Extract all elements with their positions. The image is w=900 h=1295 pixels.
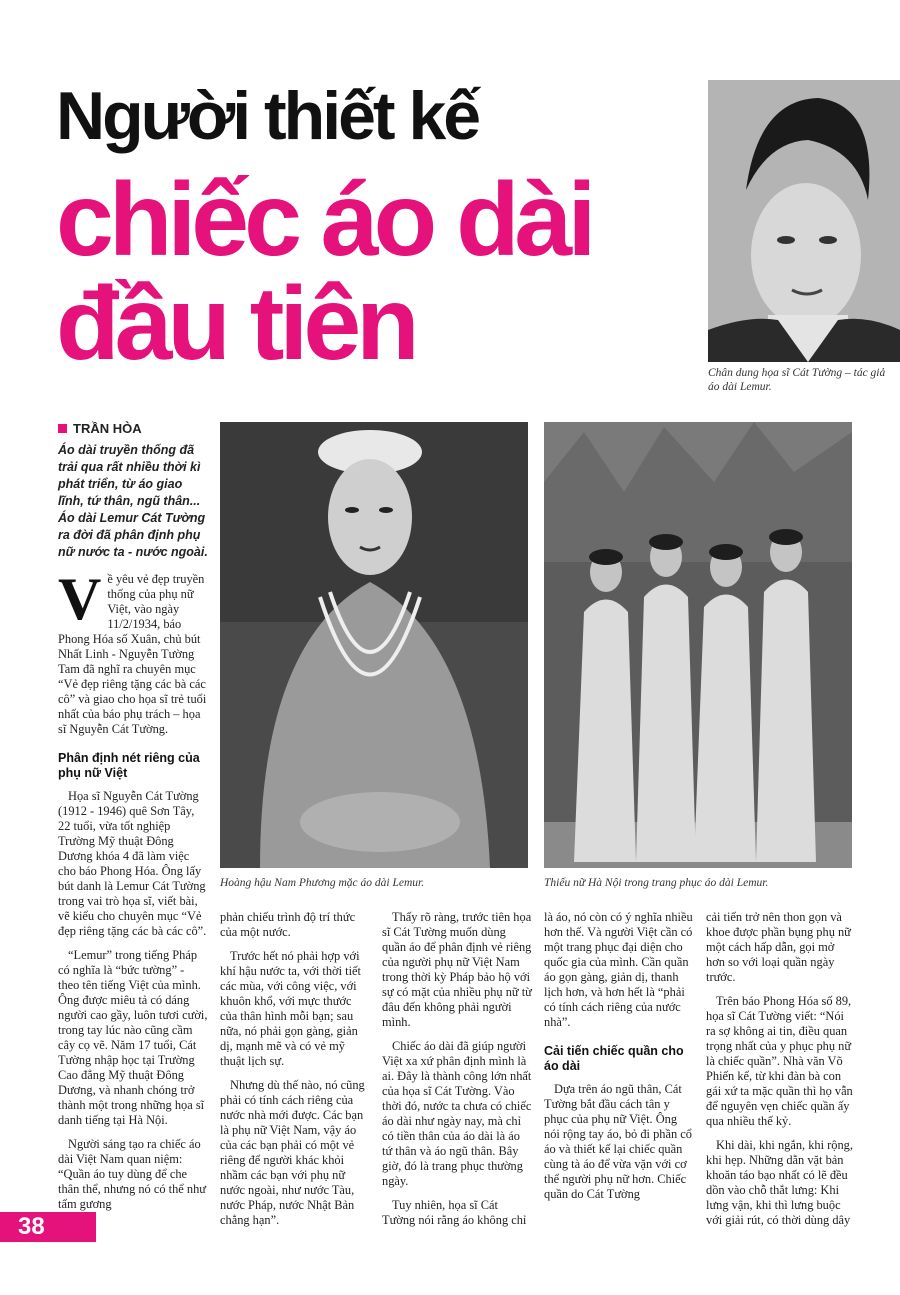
author-name: TRẦN HÒA: [73, 421, 142, 436]
article-column-2: [220, 910, 370, 1237]
portrait-photo: [708, 80, 900, 362]
group-photo-caption: Thiếu nữ Hà Nội trong trang phục áo dài Lemur.: [544, 877, 769, 889]
paragraph: Dựa trên áo ngũ thân, Cát Tường bắt đầu cách tân y phục của phụ nữ Việt. Ông nói rộng tay áo, bỏ đi phần cổ áo và thiết kế lại chiếc quần cùng tà áo để vừa vặn với cơ thể người phụ nữ hơn. Chiếc quần do Cát Tường: [544, 1082, 692, 1201]
group-photo: [544, 422, 852, 868]
page-number: 38: [18, 1213, 45, 1240]
paragraph: Người sáng tạo ra chiếc áo dài Việt Nam quan niệm: “Quần áo tuy dùng để che thân thể, nhưng nó có thể như tấm gương: [58, 1137, 206, 1211]
paragraph: Khi dài, khi ngắn, khi rộng, khi hẹp. Những dằn vặt bản khoăn táo bạo nhất có lẽ đều dồn vào chỗ thắt lưng: Khi lưng vận, khi thì lưng buộc với giải rút, có thời dùng dây: [706, 1138, 853, 1227]
paragraph: Tuy nhiên, họa sĩ Cát Tường nói rằng áo không chỉ: [382, 1198, 527, 1227]
author-byline: [58, 421, 142, 436]
subhead-2: Cải tiến chiếc quần cho áo dài: [544, 1044, 684, 1073]
page-number-bar: [0, 1212, 96, 1242]
paragraph: phản chiếu trình độ trí thức của một nước.: [220, 910, 356, 939]
queen-photo: [220, 422, 528, 868]
queen-photo-caption: Hoàng hậu Nam Phương mặc áo dài Lemur.: [220, 877, 425, 889]
article-column-5: [706, 910, 856, 1237]
paragraph: Trên báo Phong Hóa số 89, họa sĩ Cát Tường viết: “Nói ra sợ không ai tin, điều quan trọng nhất của y phục phụ nữ là chiếc quần”. Nhà văn Võ Phiến kể, từ khi đàn bà con gái xứ ta mặc quần thì họ vẫn để nguyên vẹn chiếc quần ấy qua nhiều thế kỷ.: [706, 994, 853, 1128]
paragraph: “Lemur” trong tiếng Pháp có nghĩa là “bức tường” - theo tên tiếng Việt của mình. Ông được miêu tả có dáng người cao gầy, luôn tươi cười, trong tay lúc nào cũng cầm cây cọ vẽ. Năm 17 tuổi, Cát Tường nhập học tại Trường Cao đẳng Mỹ thuật Đông Dương, và nhanh chóng trở thành một trong những họa sĩ danh tiếng tại Hà Nội.: [58, 948, 208, 1127]
paragraph: Chiếc áo dài đã giúp người Việt xa xứ phân định mình là ai. Đây là thành công lớn nhất của họa sĩ Cát Tường. Vào thời đó, nước ta chưa có chiếc áo dài như ngày nay, mà chỉ có tiền thân của áo dài là áo tứ thân và áo ngũ thân. Bây giờ, đó là trang phục thường ngày.: [382, 1039, 532, 1188]
headline-line-1: Người thiết kế: [56, 78, 479, 154]
headline-line-2: chiếc áo dài: [56, 162, 592, 278]
paragraph: Thấy rõ ràng, trước tiên họa sĩ Cát Tường muốn dùng quần áo để phân định vẻ riêng của người phụ nữ Việt Nam trong thời kỳ Pháp bảo hộ với sự có mặt của nhiều phụ nữ từ đâu đến không phải người mình.: [382, 910, 532, 1029]
paragraph: cải tiến trở nên thon gọn và khoe được phần bụng phụ nữ một cách hấp dẫn, gọi mở hơn so với loại quần ngày trước.: [706, 910, 851, 984]
drop-cap: V: [58, 566, 102, 632]
intro-text: ề yêu vẻ đẹp truyền thống của phụ nữ Việt, vào ngày 11/2/1934, báo Phong Hóa số Xuân, chủ bút Nhất Linh - Nguyễn Tường Tam đã nghĩ ra chuyên mục “Vẻ đẹp riêng tặng các bà các cô” và giao cho họa sĩ trẻ tuổi nhất của báo phụ trách – họa sĩ Nguyễn Cát Tường.: [58, 572, 207, 736]
article-column-1: [58, 566, 208, 1221]
headline-line-3: đầu tiên: [56, 266, 415, 382]
portrait-caption: Chân dung họa sĩ Cát Tường – tác giả áo dài Lemur.: [708, 367, 886, 393]
byline-marker-icon: [58, 424, 67, 433]
paragraph: là áo, nó còn có ý nghĩa nhiều hơn thế. Và người Việt cần có một trang phục đại diện cho quốc gia của mình. Cần quần áo gọn gàng, giản dị, thanh lịch hơn, và hơn hết là “phải có tính cách riêng của nước nhà”.: [544, 910, 693, 1029]
lead-paragraph: Áo dài truyền thống đã trải qua rất nhiều thời kì phát triển, từ áo giao lĩnh, tứ thân, ngũ thân... Áo dài Lemur Cát Tường ra đời đã phân định phụ nữ nước ta - nước ngoài.: [58, 443, 208, 559]
paragraph: Trước hết nó phải hợp với khí hậu nước ta, với thời tiết các mùa, với công việc, với khuôn khổ, với mực thước của thân hình mỗi bạn; sau nữa, nó phải gọn gàng, giản dị, mạnh mẽ và có vẻ mỹ thuật lịch sự.: [220, 949, 361, 1068]
article-column-3: [382, 910, 532, 1237]
intro-paragraph: [58, 566, 208, 737]
paragraph: Nhưng dù thế nào, nó cũng phải có tính cách riêng của nước nhà mới được. Các bạn là phụ nữ Việt Nam, vậy áo của các bạn phải có một vẻ riêng để người khác khỏi nhầm các bạn với phụ nữ nước ngoài, như nước Tàu, nước Pháp, nước Nhật Bản chẳng hạn”.: [220, 1078, 365, 1227]
subhead-1: Phân định nét riêng của phụ nữ Việt: [58, 751, 200, 780]
article-column-4: [544, 910, 694, 1211]
paragraph: Họa sĩ Nguyễn Cát Tường (1912 - 1946) quê Sơn Tây, 22 tuổi, vừa tốt nghiệp Trường Mỹ thuật Đông Dương khóa 4 đã làm việc cho báo Phong Hóa. Ông lấy bút danh là Lemur Cát Tường trong vai trò họa sĩ, viết bài, vẽ kiểu cho chuyên mục “Vẻ đẹp riêng tặng các bà các cô”.: [58, 789, 207, 938]
